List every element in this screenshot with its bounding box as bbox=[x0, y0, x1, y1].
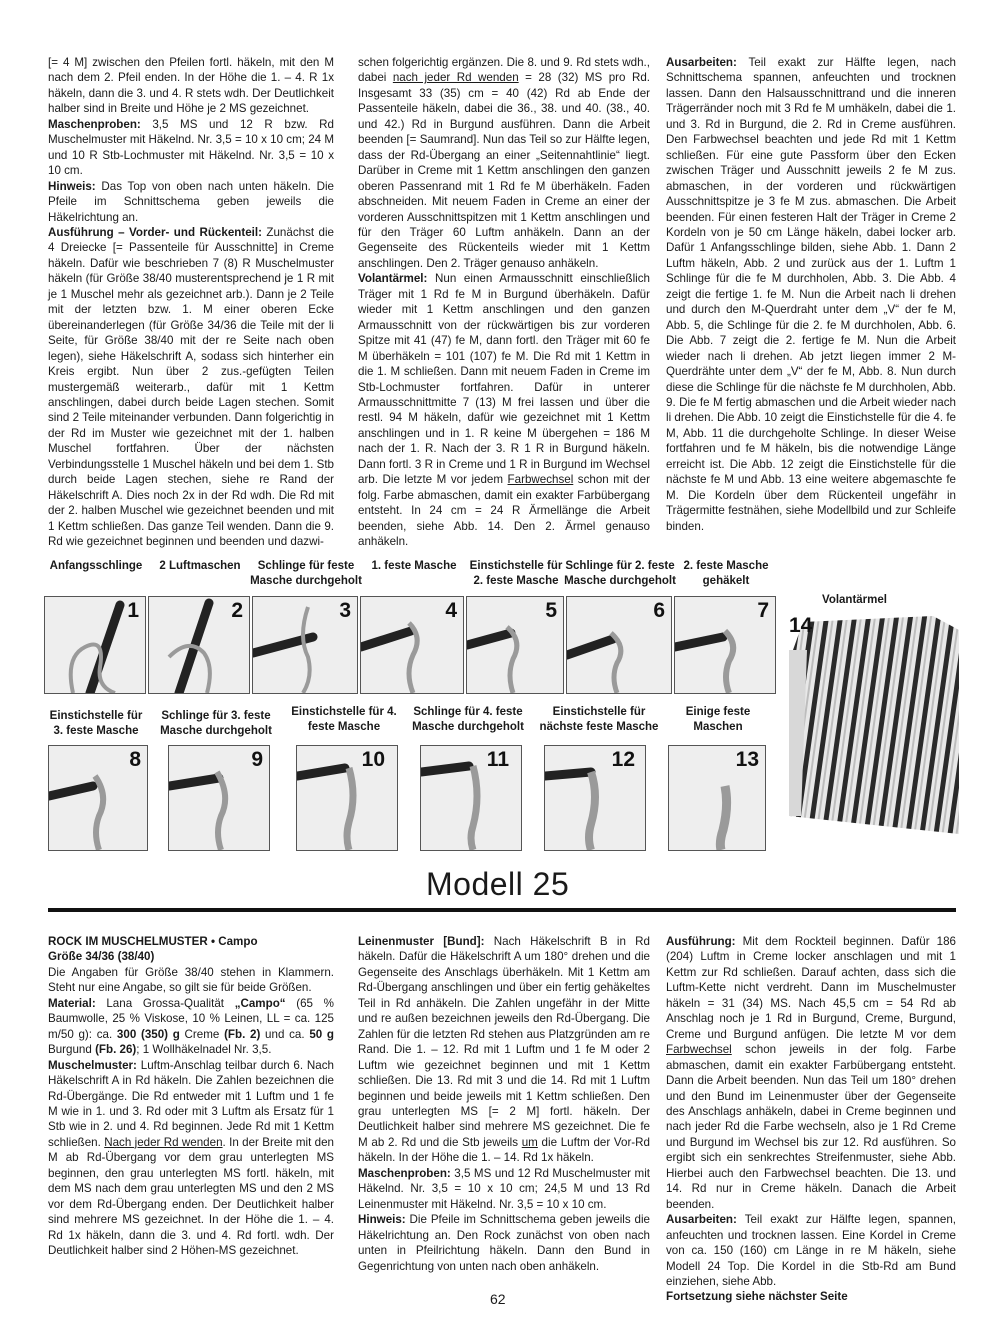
step-photo-13 bbox=[668, 745, 766, 851]
step-number: 9 bbox=[251, 748, 263, 771]
paragraph: Muschelmuster: Luftm-Anschlag teilbar durch 6. Nach Häkelschrift A in Rd häkeln. Die Zahlen bezeichnen die Rd-Übergänge. Die Rd entweder mit 1 Luftm und 1 fe M wie in 1. und 3. Rd oder mit 3 Luftm als Ersatz für 1 Stb wie in 2. und 4. Rd beginnen. Jede Rd mit 1 Kettm schließen. Nach jeder Rd wenden. In der Breite mit den M ab Rd-Übergang vor dem grau unterlegten MS beginnen, den grau unterlegten MS fortl. häkeln, mit dem MS nach dem grau unterlegten MS und den 2 MS vor dem Rd-Übergang enden. Der Deutlichkeit halber sind mehrere MS gezeichnet. In der Höhe die 1. – 4. Rd 1x häkeln, dann die 3. und 4. Rd fortl. wdh. Der Deutlichkeit halber sind 2 Höhen-MS gezeichnet. bbox=[48, 1058, 335, 1258]
step-photo-4 bbox=[360, 596, 464, 694]
step-caption: Einige feste Maschen bbox=[685, 706, 751, 733]
step-photo-8 bbox=[48, 745, 148, 851]
step-caption: Einstichstelle für 4. feste Masche bbox=[291, 706, 397, 733]
step-caption: Anfangsschlinge bbox=[49, 560, 143, 572]
step-caption: Einstichstelle für nächste feste Masche bbox=[539, 706, 659, 733]
paragraph: Ausarbeiten: Teil exakt zur Hälfte legen, nach Schnittschema spannen, anfeuchten und trocknen lassen. Dann den Halsausschnittrand und die inneren Trägerränder noch mit 3 Rd fe M umhäkeln, dabei die 1. und 3. Rd in Burgund, die 2. Rd in Creme ausführen. Den Farbwechsel beachten und jede Rd mit 1 Kettm schließen. Für eine gute Passform über den Ecken zwischen Träger und Ausschnitt jeweils 2 fe M zus. abmaschen, in der vorderen und rückwärtigen Ausschnittspitze je 3 fe M zus. abmaschen. Die Arbeit beenden. Für einen festeren Halt der Träger in Creme 2 Kordeln von je 50 cm Länge häkeln, dabei locker arb. Dafür 1 Anfangsschlinge bilden, siehe Abb. 1. Dann 2 Luftm häkeln, Abb. 2 und zurück aus der 1. Luftm 1 Schlinge für die fe M durchholen, Abb. 3. Die Abb. 4 zeigt die fertige 1. fe M. Nun die Arbeit nach li drehen und durch den M-Querdraht unter dem „V“ der fe M, Abb. 5, die Schlinge für die 2. fe M durchholen, Abb. 6. Die Abb. 7 zeigt die 2. fertige fe M. Nun die Arbeit wieder nach li drehen. Ab jetzt liegen immer 2 M-Querdrähte unter dem „V“ der fe M, Abb. 8. Nun durch diese die Schlinge für die nächste fe M durchholen, Abb. 9. Die fe M fertig abmaschen und die Arbeit wieder nach li drehen. Die Abb. 10 zeigt die Einstichstelle für die 4. fe M, Abb. 11 die durchgeholte Schlinge. In dieser Weise fortfahren und fe M häkeln, bis die notwendige Länge erreicht ist. Die Abb. 12 zeigt die Einstichstelle für die nächste fe M und Abb. 13 eine weitere abgemaschte fe M. Die Kordeln über dem Rückenteil ungefähr in Trägermitte festnähen, siehe Modellbild und zur Schleife binden. bbox=[666, 56, 956, 533]
section-title: ROCK IM MUSCHELMUSTER • Campo bbox=[48, 935, 258, 948]
paragraph: schen folgerichtig ergänzen. Die 8. und 9. Rd stets wdh., dabei nach jeder Rd wenden = 28 (32) MS pro Rd. Insgesamt 33 (35) cm = 40 (42) Rd ab Ende der Passenteile häkeln, dabei die 36., 38. und 40. (38., 40. und 42.) Rd in Burgund ausführen. Dann die Arbeit beenden [= Saumrand]. Nun das Teil so zur Hälfte legen, dass der Rd-Übergang an einer „Seitennahtlinie“ liegt. Darüber in Creme mit 1 Kettm anschlingen den ganzen oberen Passenrand mit 1 Rd fe M überhäkeln. Faden abschneiden. Mit neuem Faden in Creme an einer der vorderen Ausschnittspitzen mit 1 Kettm anschlingen und für den Träger 60 Luftm anhäkeln. Dann an der Gegenseite des Rückenteils wieder mit 1 Kettm anschlingen. Den 2. Träger genauso anhäkeln. bbox=[358, 56, 650, 270]
step-number: 13 bbox=[735, 748, 759, 771]
paragraph: Ausführung: Mit dem Rockteil beginnen. Dafür 186 (204) Luftm in Creme locker anschlagen und mit 1 Kettm zur Rd schließen. Darauf achten, dass sich die Luftm-Kette nicht verdreht. Dann im Muschelmuster häkeln = 31 (34) MS. Nach 45,5 cm = 54 Rd ab Anschlag noch je 1 Rd in Burgund, Creme, Burgund, Creme und Burgund anfügen. Die letzte M vor dem Farbwechsel schon jeweils in der folg. Farbe abmaschen, damit ein exakter Farbübergang entsteht. Dann die Arbeit beenden. Nun das Teil um 180° drehen und den Bund im Leinenmuster über der Gegenseite des Anschlags anhäkeln, dabei in Creme beginnen und nach jeder Rd die Farbe wechseln, also je 1 Rd Creme und Burgund im Wechsel bis zur 12. Rd ausführen. So ergibt sich ein senkrechtes Streifenmuster, siehe Abb. Hierbei auch den Farbwechsel beachten. Die 13. und 14. Rd nur in Creme häkeln. Danach die Arbeit beenden. bbox=[666, 935, 956, 1211]
step-caption: 1. feste Masche bbox=[371, 560, 457, 572]
top-column-right bbox=[666, 55, 956, 534]
step-caption: Schlinge für 2. feste Masche durchgeholt bbox=[564, 560, 676, 587]
paragraph: Hinweis: Das Top von oben nach unten häkeln. Die Pfeile im Schnittschema geben jeweils die Häkelrichtung an. bbox=[48, 179, 334, 224]
step-photo-6 bbox=[566, 596, 672, 694]
step-photo-9 bbox=[168, 745, 270, 851]
paragraph: Material: Lana Grossa-Qualität „Campo“ (65 % Baumwolle, 25 % Viskose, 10 % Leinen, LL = ca. 125 m/50 g): ca. 300 (350) g Creme (Fb. 2) und ca. 50 g Burgund (Fb. 26); 1 Wollhäkelnadel Nr. 3,5. bbox=[48, 996, 335, 1057]
step-photo-11 bbox=[420, 745, 522, 851]
step-number: 3 bbox=[339, 599, 351, 622]
step-number: 8 bbox=[129, 748, 141, 771]
step-number: 11 bbox=[486, 748, 509, 771]
step-caption: Einstichstelle für 2. feste Masche bbox=[469, 560, 563, 587]
step-caption: 2 Luftmaschen bbox=[159, 560, 241, 572]
step-photo-2 bbox=[148, 596, 250, 694]
paragraph: Maschenproben: 3,5 MS und 12 R bzw. Rd Muschelmuster mit Häkelnd. Nr. 3,5 = 10 x 10 cm; 24 M und 10 R Stb-Lochmuster mit Häkelnd. Nr. 3,5 = 10 x 10 cm. bbox=[48, 117, 334, 178]
bottom-column-right bbox=[666, 934, 956, 1305]
model-title: Modell 25 bbox=[426, 866, 570, 902]
paragraph: Volantärmel: Nun einen Armausschnitt einschließlich Träger mit 1 Rd fe M in Burgund überhäkeln. Dafür wieder mit 1 Kettm anschlingen und den ganzen Armausschnitt von der rückwärtigen bis zur vorderen Spitze mit 41 (47) fe M, dann fortl. den Träger mit 60 fe M überhäkeln = 101 (107) fe M. Die Rd mit 1 Kettm in die 1. M schließen. Dann mit neuem Faden in Creme im Stb-Lochmuster fortfahren. Dafür in unterer Armausschnittmitte 7 (13) M frei lassen und über die restl. 94 M häkeln, dafür wie gezeichnet mit 1 Kettm anschlingen und in 1. R keine M übergehen = 186 M nach der 1. R. Nach der 3. R 1 R in Burgund häkeln. Dann fortl. 3 R in Creme und 1 R in Burgund im Wechsel arb. Die letzte M vor jedem Farbwechsel schon mit der folg. Farbe abmaschen, damit ein exakter Farbübergang entsteht. In 24 cm = 24 R Ärmellänge die Arbeit beenden, siehe Abb. 14. Den 2. Ärmel genauso anhäkeln. bbox=[358, 272, 650, 549]
page-number: 62 bbox=[490, 1291, 506, 1307]
step-number: 2 bbox=[231, 599, 243, 622]
paragraph: Ausarbeiten: Teil exakt zur Hälfte legen, spannen, anfeuchten und trocknen lassen. Eine Kordel in Creme von ca. 150 (160) cm Länge in re M häkeln, siehe Modell 24 Top. Die Kordel in die Stb-Rd am Bund einziehen, siehe Abb. bbox=[666, 1213, 956, 1288]
step-number: 1 bbox=[127, 599, 139, 622]
step-photo-12 bbox=[544, 745, 646, 851]
step-caption: 2. feste Masche gehäkelt bbox=[683, 560, 769, 587]
paragraph: Die Angaben für Größe 38/40 stehen in Klammern. Steht nur eine Angabe, so gilt sie für beide Größen. bbox=[48, 965, 334, 995]
top-column-left bbox=[48, 55, 334, 550]
top-column-middle bbox=[358, 55, 650, 550]
paragraph: Leinenmuster [Bund]: Nach Häkelschrift B in Rd häkeln. Dafür die Häkelschrift A um 180° drehen und die Gegenseite des Anschlags überhäkeln. Mit 1 Kettm am Rd-Übergang anschlingen und über ein fertig gehäkeltes Teil in Rd anhäkeln. Die Zahlen ungefähr in der Mitte und re außen bezeichnen jeweils den Rd-Übergang. Die Zahlen für die letzten Rd stehen aus Platzgründen am re Rand. Die 1. – 12. Rd mit 1 Luftm und 1 fe M oder 2 Luftm wie gezeichnet beginnen und mit 1 Kettm schließen. Die 13. Rd mit 3 und die 14. Rd mit 1 Luftm beginnen und beide jeweils mit 1 Kettm schließen. Den grau unterlegten MS [= 2 M] fortl. häkeln. Der Deutlichkeit halber sind mehrere MS gezeichnet. Die fe M ab 2. Rd und die Stb jeweils um die Luftm der Vor-Rd häkeln. In der Höhe die 1. – 14. Rd 1x häkeln. bbox=[358, 935, 650, 1165]
step-photo-3 bbox=[252, 596, 358, 694]
continuation-note: Fortsetzung siehe nächster Seite bbox=[666, 1290, 848, 1304]
step-photo-5 bbox=[466, 596, 564, 694]
step-caption: Schlinge für 4. feste Masche durchgeholt bbox=[412, 706, 524, 733]
volant-caption: Volantärmel bbox=[822, 594, 887, 606]
step-number: 7 bbox=[757, 599, 769, 622]
bottom-column-middle bbox=[358, 934, 650, 1274]
paragraph: Ausführung – Vorder- und Rückenteil: Zunächst die 4 Dreiecke [= Passenteile für Ausschnitte] in Creme häkeln. Dafür wie beschrieben 7 (8) R Muschelmuster häkeln (für Größe 38/40 musterentsprechend je 1 R mit je 1 Muschel mehr als gezeichnet arb.). Dann je 2 Teile mit der letzten bzw. 1. M einer oberen Ecke übereinanderlegen (für Größe 34/36 die Teile mit der li Seite, für Größe 38/40 mit der re Seite nach oben legen), siehe Häkelschrift A, sodass sich hinterher ein Kreis ergibt. Nun über 2 zus.-gefügten Teilen mustergemäß weiterarb., dafür mit 1 Kettm anschlingen, dabei durch beide Lagen stechen. Somit sind 2 Teile miteinander verbunden. Dann folgerichtig in der Rd im Muster wie gezeichnet mit der 1. halben Muschel fortfahren. Über der nächsten Verbindungsstelle 1 Muschel häkeln und bei dem 1. Stb durch beide Lagen stechen, siehe re Rand der Häkelschrift A. Dies noch 2x in der Rd wdh. Die Rd mit der 2. halben Muschel wie gezeichnet beenden und mit 1 Kettm schließen. Das ganze Teil wenden. Dann die 9. Rd wie gezeichnet beginnen und beenden und dazwi- bbox=[48, 225, 334, 549]
step-caption: Schlinge für 3. feste Masche durchgeholt bbox=[160, 710, 272, 737]
bottom-column-left bbox=[48, 934, 334, 1259]
paragraph: Maschenproben: 3,5 MS und 12 Rd Muschelmuster mit Häkelnd. Nr. 3,5 = 10 x 10 cm; 24,5 M und 13 Rd Leinenmuster mit Häkelnd. Nr. 3,5 = 10 x 10 cm. bbox=[358, 1166, 650, 1211]
paragraph: Hinweis: Die Pfeile im Schnittschema geben jeweils die Häkelrichtung an. Den Rock zunächst von oben nach unten in Pfeilrichtung häkeln. Dann den Bund in Gegenrichtung von unten nach oben anhäkeln. bbox=[358, 1213, 650, 1273]
step-number: 5 bbox=[545, 599, 557, 622]
step-number: 14 bbox=[789, 614, 813, 637]
step-photo-7 bbox=[674, 596, 776, 694]
step-number: 10 bbox=[361, 748, 385, 771]
size-line: Größe 34/36 (38/40) bbox=[48, 950, 155, 964]
paragraph: [= 4 M] zwischen den Pfeilen fortl. häkeln, mit den M nach dem 2. Pfeil enden. In der Höhe die 1. – 4. R 1x häkeln, dann die 3. und 4. R stets wdh. Der Deutlichkeit halber sind in Breite und Höhe je 2 MS gezeichnet. bbox=[48, 56, 334, 116]
step-number: 4 bbox=[445, 599, 457, 622]
volant-sleeve-photo bbox=[783, 610, 959, 834]
section-divider bbox=[48, 908, 956, 912]
step-photo-10 bbox=[296, 745, 398, 851]
step-number: 6 bbox=[653, 599, 665, 622]
step-number: 12 bbox=[611, 748, 635, 771]
step-caption: Schlinge für feste Masche durchgeholt bbox=[250, 560, 362, 587]
step-photo-1 bbox=[44, 596, 146, 694]
step-caption: Einstichstelle für 3. feste Masche bbox=[49, 710, 143, 737]
